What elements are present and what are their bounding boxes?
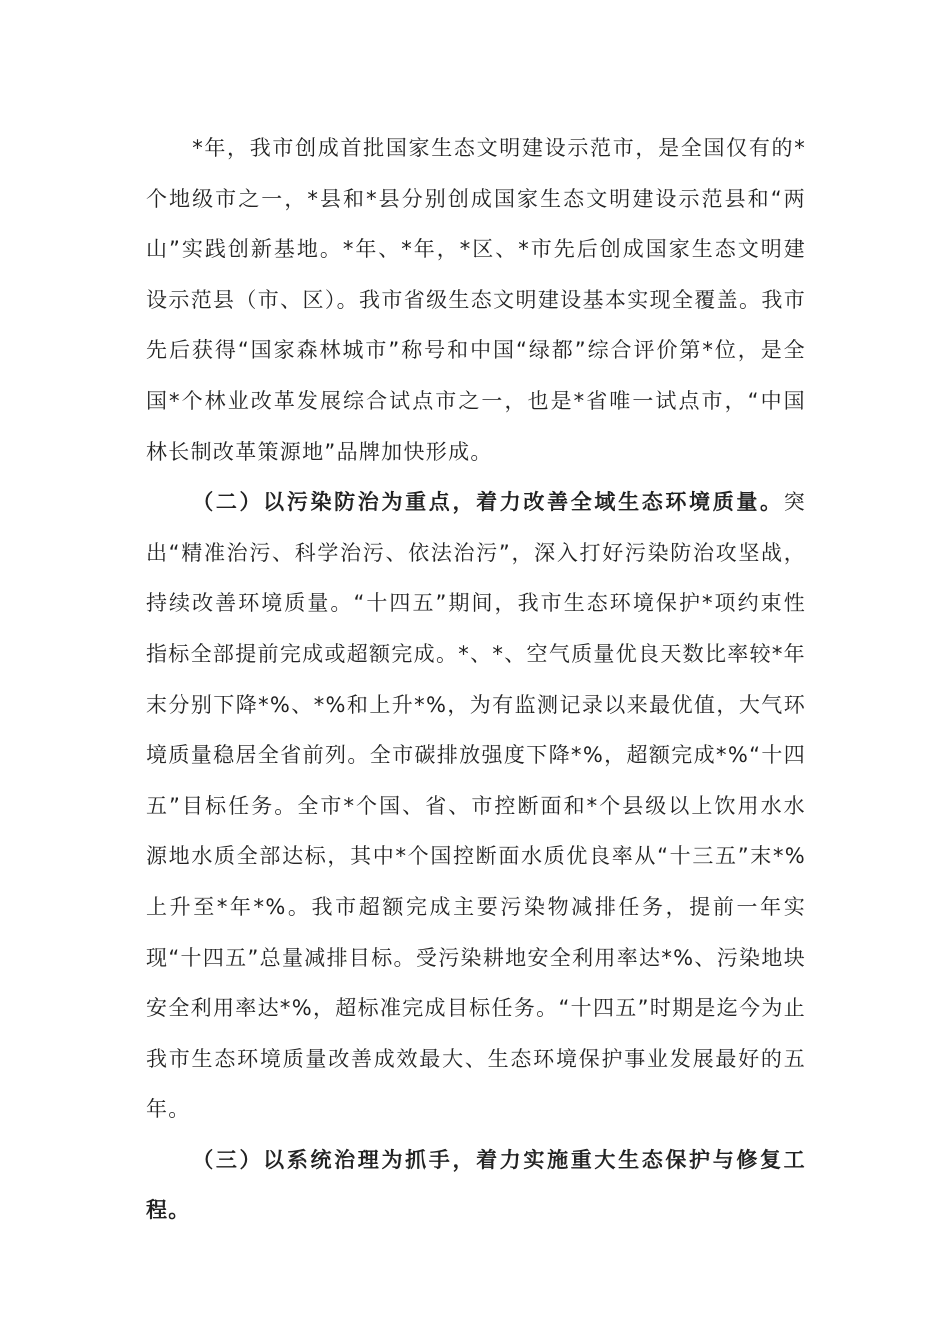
paragraph-text: 突出“精准治污、科学治污、依法治污”，深入打好污染防治攻坚战，持续改善环境质量。“十四五”期间，我市生态环境保护*项约束性指标全部提前完成或超额完成。*、*、空气质量优良天数比率较*年末分别下降*%、*%和上升*%，为有监测记录以来最优值，大气环境质量稳居全省前列。全市碳排放强度下降*%，超额完成*%“十四五”目标任务。全市*个国、省、市控断面和*个县级以上饮用水水源地水质全部达标，其中*个国控断面水质优良率从“十三五”末*%上升至*年*%。我市超额完成主要污染物减排任务，提前一年实现“十四五”总量减排目标。受污染耕地安全利用率达*%、污染地块安全利用率达*%，超标准完成目标任务。“十四五”时期是迄今为止我市生态环境质量改善成效最大、生态环境保护事业发展最好的五年。: [146, 490, 806, 1122]
document-body: [146, 123, 806, 1236]
paragraph-pollution-control: [146, 477, 806, 1135]
section-heading-governance: （三）以系统治理为抓手，着力实施重大生态保护与修复工程。: [146, 1147, 806, 1223]
section-heading-pollution: （二）以污染防治为重点，着力改善全域生态环境质量。: [192, 490, 784, 515]
paragraph-text: *年，我市创成首批国家生态文明建设示范市，是全国仅有的*个地级市之一，*县和*县分别创成国家生态文明建设示范县和“两山”实践创新基地。*年、*年，*区、*市先后创成国家生态文明建设示范县（市、区）。我市省级生态文明建设基本实现全覆盖。我市先后获得“国家森林城市”称号和中国“绿都”综合评价第*位，是全国*个林业改革发展综合试点市之一，也是*省唯一试点市，“中国林长制改革策源地”品牌加快形成。: [146, 136, 806, 464]
paragraph-system-governance: [146, 1135, 806, 1236]
paragraph-forest-city: [146, 123, 806, 477]
